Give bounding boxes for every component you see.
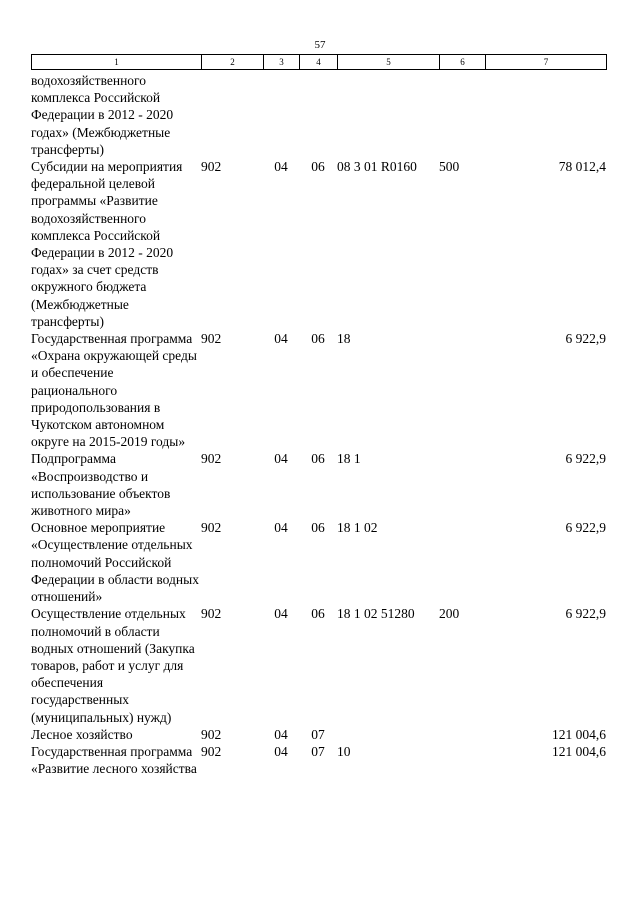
row-subsection: 06 (311, 520, 325, 536)
table-row (31, 605, 606, 725)
row-subsection: 06 (311, 159, 325, 175)
row-name: Субсидии на мероприятия федеральной целевой программы «Развитие водохозяйственного комплекса Российской Федерации в 2012 - 2020 годах» за счет средств окружного бюджета (Межбюджетные трансферты) (31, 159, 183, 329)
row-subsection: 06 (311, 606, 325, 622)
column-header: 2 (202, 55, 264, 70)
table-row (31, 330, 606, 450)
row-name: Основное мероприятие «Осуществление отдельных полномочий Российской Федерации в области водных отношений» (31, 520, 199, 605)
column-header: 1 (32, 55, 202, 70)
row-amount: 6 922,9 (565, 331, 606, 347)
row-target-article: 18 1 (337, 451, 361, 467)
row-subsection: 07 (311, 743, 325, 759)
row-target-article: 18 1 02 51280 (337, 606, 415, 622)
row-subsection: 06 (311, 331, 325, 347)
row-section: 04 (274, 606, 288, 622)
row-expense-type: 200 (439, 606, 460, 622)
page-number: 57 (314, 39, 326, 51)
row-amount: 6 922,9 (565, 606, 606, 622)
row-expense-type: 500 (439, 159, 460, 175)
row-section: 04 (274, 520, 288, 536)
row-name: водохозяйственного комплекса Российской Федерации в 2012 - 2020 годах» (Межбюджетные трансферты) (31, 73, 174, 157)
column-header-row (31, 54, 607, 70)
row-amount: 121 004,6 (552, 726, 606, 742)
row-section: 04 (274, 726, 288, 742)
column-header: 7 (486, 55, 607, 70)
column-header: 3 (264, 55, 300, 70)
row-ministry-code: 902 (201, 159, 222, 175)
row-name: Подпрограмма «Воспроизводство и использование объектов животного мира» (31, 451, 171, 519)
row-section: 04 (274, 159, 288, 175)
row-section: 04 (274, 331, 288, 347)
row-name: Осуществление отдельных полномочий в области водных отношений (Закупка товаров, работ и услуг для обеспечения государственных (муниципальных) нужд) (31, 606, 195, 725)
table-row (31, 726, 606, 743)
row-amount: 6 922,9 (565, 520, 606, 536)
budget-table-body (31, 72, 606, 777)
row-ministry-code: 902 (201, 520, 222, 536)
row-ministry-code: 902 (201, 726, 222, 742)
table-row (31, 450, 606, 519)
row-name: Государственная программа «Развитие лесного хозяйства (31, 743, 197, 777)
row-ministry-code: 902 (201, 743, 222, 759)
row-amount: 6 922,9 (565, 451, 606, 467)
table-row (31, 72, 606, 158)
column-header: 4 (300, 55, 338, 70)
row-target-article: 08 3 01 R0160 (337, 159, 417, 175)
column-header: 5 (338, 55, 440, 70)
column-header: 6 (440, 55, 486, 70)
row-name: Лесное хозяйство (31, 726, 133, 742)
row-amount: 78 012,4 (558, 159, 606, 175)
row-amount: 121 004,6 (552, 743, 606, 759)
row-subsection: 07 (311, 726, 325, 742)
row-subsection: 06 (311, 451, 325, 467)
row-target-article: 10 (337, 743, 351, 759)
row-section: 04 (274, 743, 288, 759)
row-ministry-code: 902 (201, 451, 222, 467)
row-section: 04 (274, 451, 288, 467)
row-target-article: 18 (337, 331, 351, 347)
row-ministry-code: 902 (201, 606, 222, 622)
table-row (31, 519, 606, 605)
row-name: Государственная программа «Охрана окружающей среды и обеспечение рационального природопользования в Чукотском автономном округе на 2015-2019 годы» (31, 331, 197, 450)
row-target-article: 18 1 02 (337, 520, 378, 536)
table-row (31, 158, 606, 330)
row-ministry-code: 902 (201, 331, 222, 347)
table-row (31, 743, 606, 777)
